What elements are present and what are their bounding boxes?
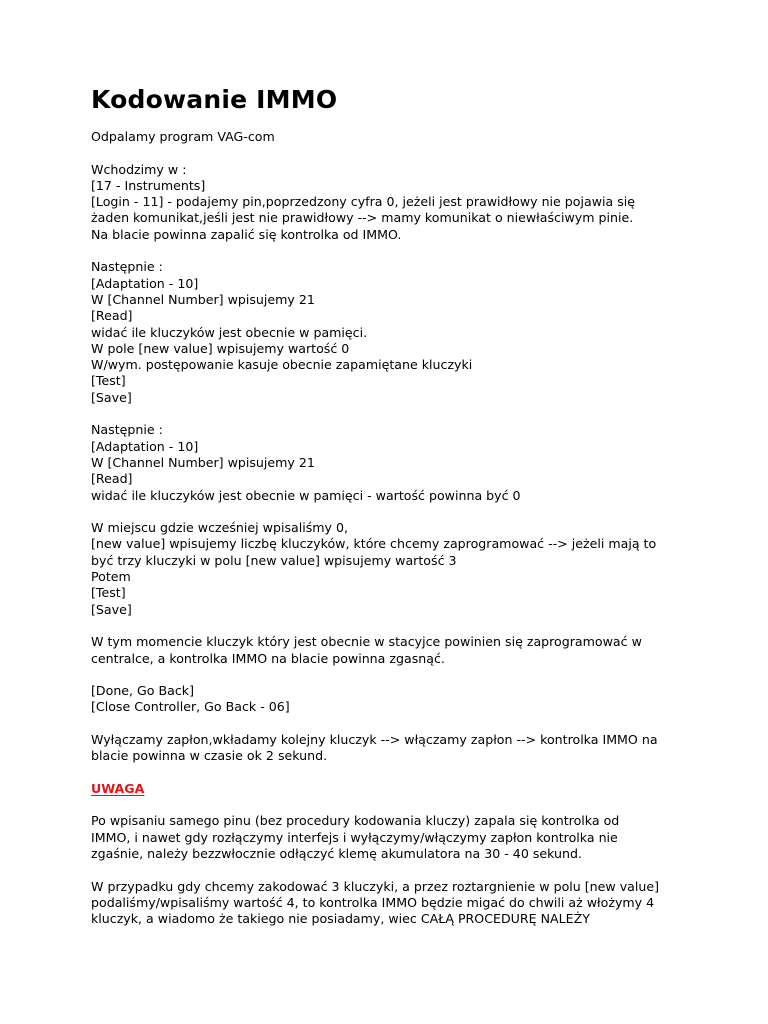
text-line: Następnie : [91, 422, 163, 438]
text-line: centralce, a kontrolka IMMO na blacie powinna zgasnąć. [91, 650, 445, 666]
text-line: [Test] [91, 585, 126, 601]
blank-line [91, 618, 691, 634]
text-line: [Save] [91, 601, 132, 617]
text-line: W tym momencie kluczyk który jest obecnie w stacyjce powinien się zaprogramować w [91, 634, 642, 650]
text-line: [Save] [91, 389, 132, 405]
blank-line [91, 243, 691, 259]
text-line: [Adaptation - 10] [91, 438, 199, 454]
blank-line [91, 406, 691, 422]
text-line: Wyłączamy zapłon,wkładamy kolejny kluczyk --> włączamy zapłon --> kontrolka IMMO na [91, 731, 658, 747]
text-line: [17 - Instruments] [91, 177, 206, 193]
document-body [91, 129, 691, 928]
blank-line [91, 145, 691, 161]
text-line: widać ile kluczyków jest obecnie w pamięci - wartość powinna być 0 [91, 487, 521, 503]
text-line: być trzy kluczyki w polu [new value] wpisujemy wartość 3 [91, 552, 457, 568]
text-line: kluczyk, a wiadomo że takiego nie posiadamy, wiec CAŁĄ PROCEDURĘ NALEŻY [91, 911, 590, 927]
text-line: [new value] wpisujemy liczbę kluczyków, które chcemy zaprogramować --> jeżeli mają to [91, 536, 657, 552]
text-line: zgaśnie, należy bezzwłocznie odłączyć klemę akumulatora na 30 - 40 sekund. [91, 846, 583, 862]
text-line: Potem [91, 569, 131, 585]
text-line: żaden komunikat,jeśli jest nie prawidłowy --> mamy komunikat o niewłaściwym pinie. [91, 210, 634, 226]
document-title: Kodowanie IMMO [91, 85, 338, 114]
text-line: [Adaptation - 10] [91, 275, 199, 291]
blank-line [91, 862, 691, 878]
blank-line [91, 765, 691, 781]
blank-line [91, 504, 691, 520]
blank-line [91, 716, 691, 732]
text-line: [Read] [91, 471, 133, 487]
text-line: Następnie : [91, 259, 163, 275]
text-line: Wchodzimy w : [91, 161, 187, 177]
blank-line [91, 797, 691, 813]
text-line: [Test] [91, 373, 126, 389]
text-line: [Done, Go Back] [91, 683, 195, 699]
blank-line [91, 667, 691, 683]
text-line: Na blacie powinna zapalić się kontrolka od IMMO. [91, 226, 402, 242]
warning-heading: UWAGA [91, 780, 145, 796]
text-line: IMMO, i nawet gdy rozłączymy interfejs i wyłączymy/włączymy zapłon kontrolka nie [91, 829, 618, 845]
text-line: widać ile kluczyków jest obecnie w pamięci. [91, 324, 368, 340]
text-line: [Close Controller, Go Back - 06] [91, 699, 290, 715]
text-line: W/wym. postępowanie kasuje obecnie zapamiętane kluczyki [91, 357, 473, 373]
text-line: W miejscu gdzie wcześniej wpisaliśmy 0, [91, 520, 349, 536]
text-line: blacie powinna w czasie ok 2 sekund. [91, 748, 328, 764]
text-line: [Read] [91, 308, 133, 324]
text-line: W [Channel Number] wpisujemy 21 [91, 291, 315, 307]
text-line: Odpalamy program VAG-com [91, 129, 275, 144]
text-line: W przypadku gdy chcemy zakodować 3 kluczyki, a przez roztargnienie w polu [new value] [91, 878, 660, 894]
text-line: W [Channel Number] wpisujemy 21 [91, 454, 315, 470]
text-line: podaliśmy/wpisaliśmy wartość 4, to kontrolka IMMO będzie migać do chwili aż włożymy 4 [91, 894, 655, 910]
text-line: W pole [new value] wpisujemy wartość 0 [91, 340, 350, 356]
text-line: Po wpisaniu samego pinu (bez procedury kodowania kluczy) zapala się kontrolka od [91, 813, 620, 829]
text-line: [Login - 11] - podajemy pin,poprzedzony cyfra 0, jeżeli jest prawidłowy nie pojawia się [91, 194, 636, 210]
